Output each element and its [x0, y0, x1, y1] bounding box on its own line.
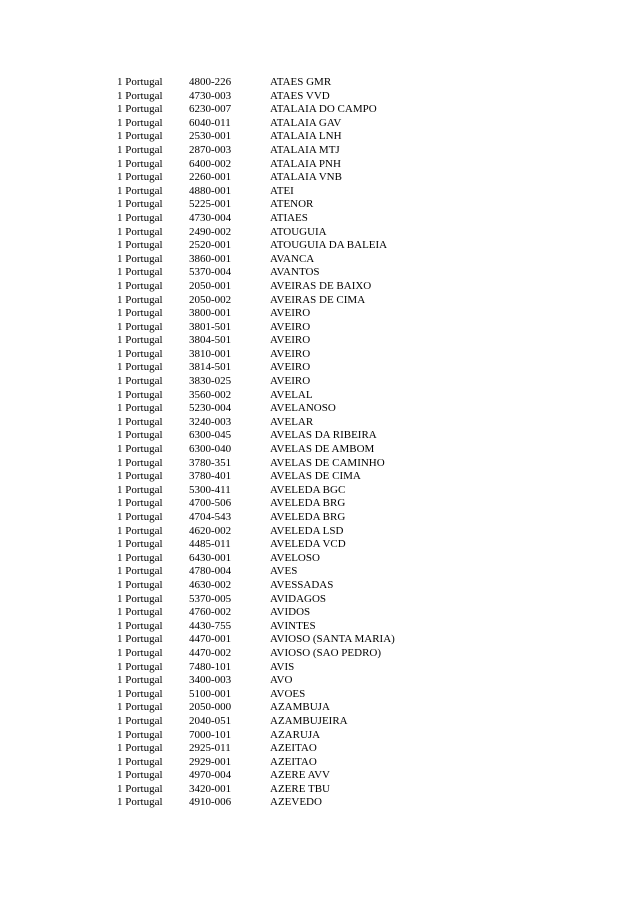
locality-cell: AVELANOSO [270, 402, 336, 415]
table-row [117, 715, 470, 729]
country-cell: 1 Portugal [117, 130, 163, 143]
postal-code-cell: 6400-002 [189, 157, 232, 170]
postal-code-cell: 2050-001 [189, 279, 232, 292]
country-cell: 1 Portugal [117, 782, 163, 795]
country-cell: 1 Portugal [117, 184, 163, 197]
locality-cell: AZERE AVV [270, 769, 330, 782]
locality-cell: AVELAR [270, 415, 314, 428]
table-row [117, 552, 470, 566]
locality-cell: AVEIRO [270, 320, 311, 333]
postal-code-cell: 7000-101 [189, 728, 232, 741]
postal-code-cell: 6230-007 [189, 103, 232, 116]
table-row [117, 701, 470, 715]
locality-cell: ATOUGUIA DA BALEIA [270, 239, 388, 252]
table-row [117, 756, 470, 770]
country-cell: 1 Portugal [117, 252, 163, 265]
country-cell: 1 Portugal [117, 755, 163, 768]
locality-cell: AVEIRAS DE BAIXO [270, 279, 372, 292]
country-cell: 1 Portugal [117, 497, 163, 510]
locality-cell: AVELEDA BRG [270, 511, 346, 523]
country-cell: 1 Portugal [117, 456, 163, 469]
locality-cell: AVEIRO [270, 307, 311, 320]
country-cell: 1 Portugal [117, 769, 163, 782]
locality-cell: AVEIRO [270, 375, 311, 388]
postal-code-cell: 5300-411 [189, 483, 231, 496]
table-row [117, 729, 470, 743]
country-cell: 1 Portugal [117, 320, 163, 333]
locality-cell: ATALAIA PNH [270, 157, 341, 170]
table-row [117, 511, 470, 525]
postal-code-cell: 4760-002 [189, 606, 232, 619]
locality-cell: AZAMBUJEIRA [270, 714, 348, 727]
postal-code-cell: 4910-006 [189, 796, 232, 809]
locality-cell: AVELOSO [270, 551, 320, 564]
table-row [117, 647, 470, 661]
country-cell: 1 Portugal [117, 347, 163, 360]
country-cell: 1 Portugal [117, 660, 163, 673]
locality-cell: AVANCA [270, 252, 315, 265]
table-row [117, 158, 470, 172]
postal-code-cell: 2870-003 [189, 143, 232, 156]
country-cell: 1 Portugal [117, 103, 163, 116]
table-row [117, 239, 470, 253]
country-cell: 1 Portugal [117, 388, 163, 401]
country-cell: 1 Portugal [117, 198, 163, 211]
table-row [117, 525, 470, 539]
locality-cell: AVO [270, 674, 293, 687]
country-cell: 1 Portugal [117, 524, 163, 537]
table-row [117, 769, 470, 783]
locality-cell: AVIDOS [270, 606, 311, 619]
locality-cell: AZAMBUJA [270, 701, 330, 714]
table-row [117, 103, 470, 117]
table-row [117, 470, 470, 484]
postal-code-cell: 5370-004 [189, 266, 232, 279]
postal-code-cell: 4704-543 [189, 511, 232, 523]
country-cell: 1 Portugal [117, 361, 163, 374]
postal-code-cell: 7480-101 [189, 660, 232, 673]
country-cell: 1 Portugal [117, 551, 163, 564]
postal-code-cell: 2050-002 [189, 293, 232, 306]
postal-code-cell: 6300-045 [189, 429, 232, 442]
postal-code-cell: 6040-011 [189, 116, 231, 129]
locality-cell: ATEI [270, 184, 294, 197]
table-row [117, 294, 470, 308]
postal-code-cell: 3780-351 [189, 456, 232, 469]
country-cell: 1 Portugal [117, 646, 163, 659]
postal-code-cell: 6300-040 [189, 443, 232, 456]
country-cell: 1 Portugal [117, 239, 163, 252]
locality-cell: AVELEDA LSD [270, 524, 344, 537]
country-cell: 1 Portugal [117, 538, 163, 551]
postal-code-cell: 4730-003 [189, 89, 232, 102]
postal-code-cell: 4700-506 [189, 497, 232, 510]
locality-cell: AZEITAO [270, 742, 317, 755]
table-row [117, 348, 470, 362]
postal-code-cell: 2929-001 [189, 755, 232, 768]
locality-cell: ATALAIA VNB [270, 171, 342, 184]
table-row [117, 389, 470, 403]
postal-code-cell: 3800-001 [189, 307, 232, 320]
country-cell: 1 Portugal [117, 633, 163, 646]
table-row [117, 620, 470, 634]
table-row [117, 375, 470, 389]
locality-cell: AVELEDA BGC [270, 483, 346, 496]
postal-code-cell: 4800-226 [189, 76, 232, 88]
locality-cell: ATENOR [270, 198, 314, 211]
country-cell: 1 Portugal [117, 429, 163, 442]
postal-code-cell: 4630-002 [189, 578, 232, 591]
country-cell: 1 Portugal [117, 592, 163, 605]
table-row [117, 212, 470, 226]
country-cell: 1 Portugal [117, 116, 163, 129]
table-row [117, 633, 470, 647]
table-row [117, 185, 470, 199]
country-cell: 1 Portugal [117, 157, 163, 170]
table-row [117, 402, 470, 416]
locality-cell: AVELEDA BRG [270, 497, 346, 510]
postal-code-cell: 5230-004 [189, 402, 232, 415]
locality-cell: ATOUGUIA [270, 225, 327, 238]
locality-cell: AZARUJA [270, 728, 321, 741]
table-row [117, 144, 470, 158]
country-cell: 1 Portugal [117, 76, 163, 88]
postal-code-cell: 4485-011 [189, 538, 231, 551]
table-row [117, 661, 470, 675]
postal-code-cell: 3810-001 [189, 347, 232, 360]
country-cell: 1 Portugal [117, 443, 163, 456]
country-cell: 1 Portugal [117, 470, 163, 483]
locality-cell: ATALAIA LNH [270, 130, 342, 143]
country-cell: 1 Portugal [117, 171, 163, 184]
table-row [117, 198, 470, 212]
country-cell: 1 Portugal [117, 701, 163, 714]
postal-code-cell: 3860-001 [189, 252, 232, 265]
country-cell: 1 Portugal [117, 266, 163, 279]
table-row [117, 226, 470, 240]
locality-cell: AVES [270, 565, 298, 578]
postal-code-cell: 3420-001 [189, 782, 232, 795]
locality-cell: AZEITAO [270, 755, 317, 768]
locality-cell: AVINTES [270, 619, 316, 632]
locality-cell: ATALAIA GAV [270, 116, 342, 129]
table-row [117, 579, 470, 593]
table-row [117, 321, 470, 335]
locality-cell: AVIDAGOS [270, 592, 327, 605]
country-cell: 1 Portugal [117, 619, 163, 632]
postal-code-cell: 2260-001 [189, 171, 232, 184]
locality-cell: AVIS [270, 660, 295, 673]
table-row [117, 674, 470, 688]
postal-code-cell: 2925-011 [189, 742, 231, 755]
table-row [117, 266, 470, 280]
postal-code-cell: 4970-004 [189, 769, 232, 782]
table-row [117, 429, 470, 443]
postal-code-cell: 4620-002 [189, 524, 232, 537]
table-row [117, 688, 470, 702]
table-row [117, 565, 470, 579]
country-cell: 1 Portugal [117, 483, 163, 496]
table-row [117, 117, 470, 131]
country-cell: 1 Portugal [117, 511, 163, 523]
country-cell: 1 Portugal [117, 674, 163, 687]
postal-code-cell: 4780-004 [189, 565, 232, 578]
table-row [117, 280, 470, 294]
table-row [117, 334, 470, 348]
country-cell: 1 Portugal [117, 334, 163, 347]
table-row [117, 361, 470, 375]
postal-code-cell: 3780-401 [189, 470, 232, 483]
locality-cell: AVIOSO (SANTA MARIA) [270, 633, 395, 646]
country-cell: 1 Portugal [117, 415, 163, 428]
postal-code-cell: 3801-501 [189, 320, 232, 333]
postal-code-list [117, 76, 470, 810]
postal-code-cell: 2490-002 [189, 225, 232, 238]
postal-code-cell: 3560-002 [189, 388, 232, 401]
locality-cell: ATAES VVD [270, 89, 330, 102]
country-cell: 1 Portugal [117, 714, 163, 727]
locality-cell: AVOES [270, 687, 306, 700]
locality-cell: AVELAL [270, 388, 313, 401]
table-row [117, 130, 470, 144]
postal-code-cell: 5370-005 [189, 592, 232, 605]
country-cell: 1 Portugal [117, 687, 163, 700]
locality-cell: AVELAS DA RIBEIRA [270, 429, 377, 442]
postal-code-cell: 5225-001 [189, 198, 232, 211]
country-cell: 1 Portugal [117, 375, 163, 388]
locality-cell: AVESSADAS [270, 578, 334, 591]
table-row [117, 90, 470, 104]
locality-cell: AVIOSO (SAO PEDRO) [270, 646, 382, 659]
table-row [117, 171, 470, 185]
locality-cell: ATAES GMR [270, 76, 332, 88]
table-row [117, 484, 470, 498]
postal-code-cell: 5100-001 [189, 687, 232, 700]
postal-code-cell: 4730-004 [189, 211, 232, 224]
postal-code-cell: 2530-001 [189, 130, 232, 143]
country-cell: 1 Portugal [117, 565, 163, 578]
table-row [117, 606, 470, 620]
table-row [117, 443, 470, 457]
table-row [117, 457, 470, 471]
locality-cell: AZEVEDO [270, 796, 322, 809]
locality-cell: AVELAS DE AMBOM [270, 443, 375, 456]
locality-cell: AVANTOS [270, 266, 320, 279]
table-row [117, 497, 470, 511]
table-row [117, 593, 470, 607]
country-cell: 1 Portugal [117, 211, 163, 224]
postal-code-cell: 4880-001 [189, 184, 232, 197]
postal-code-cell: 3804-501 [189, 334, 232, 347]
locality-cell: AVEIRAS DE CIMA [270, 293, 366, 306]
table-row [117, 76, 470, 90]
country-cell: 1 Portugal [117, 225, 163, 238]
locality-cell: AVELEDA VCD [270, 538, 346, 551]
country-cell: 1 Portugal [117, 143, 163, 156]
country-cell: 1 Portugal [117, 89, 163, 102]
table-row [117, 416, 470, 430]
country-cell: 1 Portugal [117, 578, 163, 591]
country-cell: 1 Portugal [117, 742, 163, 755]
postal-code-cell: 4470-002 [189, 646, 232, 659]
country-cell: 1 Portugal [117, 402, 163, 415]
country-cell: 1 Portugal [117, 293, 163, 306]
postal-code-cell: 3240-003 [189, 415, 232, 428]
table-row [117, 796, 470, 810]
table-row [117, 307, 470, 321]
postal-code-cell: 4470-001 [189, 633, 232, 646]
table-row [117, 742, 470, 756]
locality-cell: ATALAIA MTJ [270, 143, 340, 156]
country-cell: 1 Portugal [117, 307, 163, 320]
postal-code-cell: 2520-001 [189, 239, 232, 252]
table-row [117, 783, 470, 797]
locality-cell: AVELAS DE CAMINHO [270, 456, 385, 469]
country-cell: 1 Portugal [117, 796, 163, 809]
table-row [117, 538, 470, 552]
postal-code-cell: 2040-051 [189, 714, 232, 727]
postal-code-cell: 4430-755 [189, 619, 232, 632]
locality-cell: ATALAIA DO CAMPO [270, 103, 377, 116]
country-cell: 1 Portugal [117, 279, 163, 292]
country-cell: 1 Portugal [117, 728, 163, 741]
locality-cell: ATIAES [270, 211, 308, 224]
postal-code-cell: 3400-003 [189, 674, 232, 687]
locality-cell: AVEIRO [270, 347, 311, 360]
country-cell: 1 Portugal [117, 606, 163, 619]
postal-code-cell: 6430-001 [189, 551, 232, 564]
locality-cell: AVEIRO [270, 361, 311, 374]
postal-code-cell: 3814-501 [189, 361, 232, 374]
locality-cell: AVEIRO [270, 334, 311, 347]
postal-code-cell: 3830-025 [189, 375, 232, 388]
table-row [117, 253, 470, 267]
postal-code-cell: 2050-000 [189, 701, 232, 714]
locality-cell: AZERE TBU [270, 782, 330, 795]
locality-cell: AVELAS DE CIMA [270, 470, 361, 483]
